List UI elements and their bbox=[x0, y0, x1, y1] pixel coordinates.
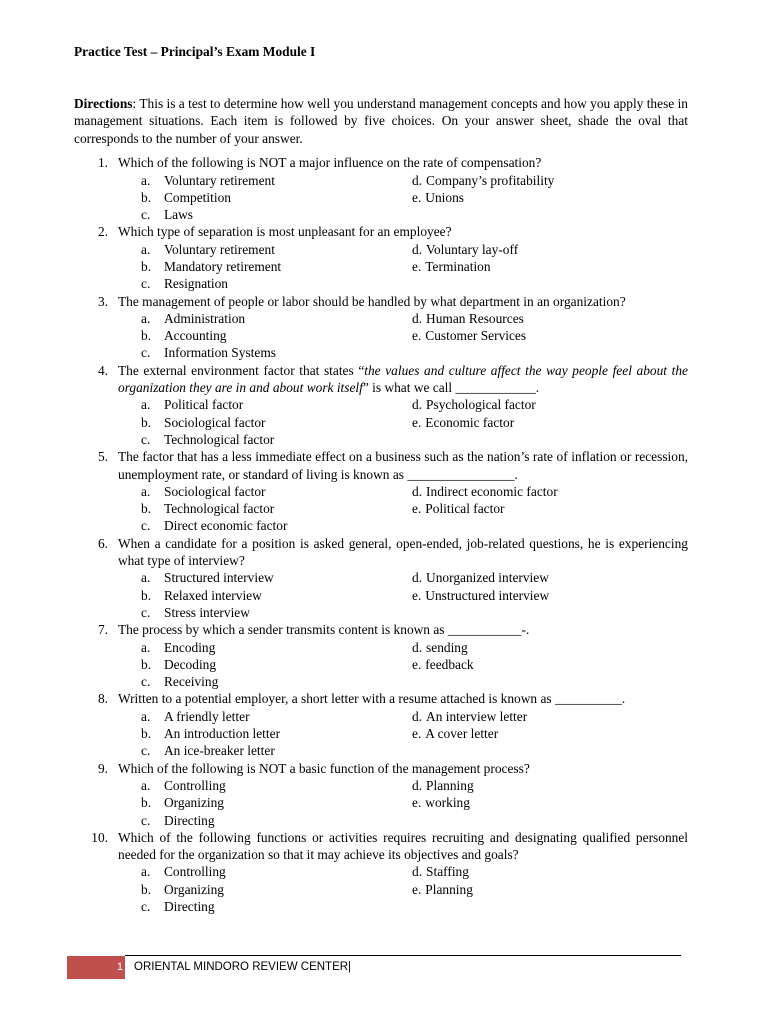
choice-letter: d. bbox=[412, 864, 423, 880]
choice-letter: e. bbox=[412, 189, 422, 205]
choice-letter: a. bbox=[141, 864, 151, 880]
choice-letter: e. bbox=[412, 881, 422, 897]
directions-label: Directions bbox=[74, 96, 133, 111]
choice-d: An interview letter bbox=[426, 708, 528, 724]
choice-a: Controlling bbox=[164, 777, 226, 793]
footer-page-number: 1 bbox=[116, 961, 123, 973]
choice-letter: e. bbox=[412, 414, 422, 430]
choice-e: working bbox=[425, 795, 470, 811]
choice-b: Organizing bbox=[164, 881, 224, 897]
choice-c: Technological factor bbox=[164, 431, 275, 447]
choice-letter: a. bbox=[141, 777, 151, 793]
choice-b: Relaxed interview bbox=[164, 587, 262, 603]
choice-d: Psychological factor bbox=[426, 397, 536, 413]
choice-a: Administration bbox=[164, 310, 246, 326]
choice-e: A cover letter bbox=[425, 726, 499, 742]
question-10 bbox=[74, 829, 688, 915]
choice-e: Planning bbox=[425, 881, 473, 897]
choice-letter: c. bbox=[141, 898, 151, 914]
choice-c: Directing bbox=[164, 898, 215, 914]
choice-letter: b. bbox=[141, 726, 152, 742]
choice-letter: b. bbox=[141, 795, 152, 811]
choice-letter: c. bbox=[141, 207, 151, 223]
choice-d: Human Resources bbox=[426, 310, 524, 326]
choice-letter: c. bbox=[141, 431, 151, 447]
choice-letter: a. bbox=[141, 172, 151, 188]
choice-letter: d. bbox=[412, 570, 423, 586]
question-text: The factor that has a less immediate effect on a business such as the nation’s rate of inflation or recession, unemployment rate, or standard of living is known as ________________. bbox=[118, 449, 688, 482]
choice-letter: d. bbox=[412, 397, 423, 413]
choices bbox=[141, 172, 688, 224]
choice-b: Mandatory retirement bbox=[164, 259, 282, 274]
question-text-post: ” is what we call ____________. bbox=[362, 380, 540, 396]
choice-letter: a. bbox=[141, 570, 151, 586]
choice-a: Structured interview bbox=[164, 570, 274, 586]
choice-letter: e. bbox=[412, 795, 422, 811]
choice-letter: a. bbox=[141, 708, 151, 724]
choice-d: Planning bbox=[426, 777, 474, 793]
choice-letter: d. bbox=[412, 639, 423, 655]
choice-d: Unorganized interview bbox=[426, 570, 549, 586]
choice-letter: c. bbox=[141, 743, 151, 759]
choice-letter: e. bbox=[412, 501, 422, 517]
choice-b: An introduction letter bbox=[164, 726, 281, 742]
question-number: 6. bbox=[97, 535, 108, 551]
choice-a: Voluntary retirement bbox=[164, 241, 275, 257]
question-2 bbox=[74, 223, 688, 292]
choice-c: Stress interview bbox=[164, 604, 250, 620]
choice-a: Sociological factor bbox=[164, 483, 266, 499]
choice-letter: d. bbox=[412, 310, 423, 326]
question-text: The process by which a sender transmits content is known as ___________-. bbox=[118, 622, 530, 638]
choice-c: Direct economic factor bbox=[164, 518, 288, 534]
question-number: 4. bbox=[97, 362, 108, 378]
question-5 bbox=[74, 448, 688, 534]
choice-letter: b. bbox=[141, 881, 152, 897]
question-4 bbox=[74, 362, 688, 448]
question-number: 1. bbox=[97, 155, 108, 171]
choice-b: Accounting bbox=[164, 328, 227, 344]
choice-letter: b. bbox=[141, 587, 152, 603]
choice-d: Staffing bbox=[426, 864, 469, 880]
choice-letter: b. bbox=[141, 656, 152, 672]
choice-letter: a. bbox=[141, 241, 151, 257]
choice-letter: e. bbox=[412, 656, 422, 672]
choice-letter: d. bbox=[412, 483, 423, 499]
choice-a: Controlling bbox=[164, 864, 226, 880]
choice-c: Receiving bbox=[164, 674, 219, 690]
question-number: 7. bbox=[97, 622, 108, 638]
choice-letter: d. bbox=[412, 777, 423, 793]
choice-letter: b. bbox=[141, 328, 152, 344]
choices bbox=[141, 708, 688, 760]
question-text: When a candidate for a position is asked general, open-ended, job-related questions, he is experiencing what type of interview? bbox=[118, 535, 688, 569]
choice-letter: c. bbox=[141, 276, 151, 292]
question-text: Which of the following functions or activities requires recruiting and designating qualified personnel needed for the organization so that it may achieve its objectives and goals? bbox=[118, 829, 688, 863]
choice-d: Indirect economic factor bbox=[426, 483, 558, 499]
question-text-pre: The external environment factor that states “ bbox=[118, 362, 365, 378]
question-3 bbox=[74, 293, 688, 362]
choice-e: Political factor bbox=[425, 501, 505, 517]
question-text: The management of people or labor should be handled by what department in an organization? bbox=[118, 293, 626, 309]
document-page bbox=[74, 44, 688, 915]
question-text: Which type of separation is most unpleasant for an employee? bbox=[118, 224, 452, 240]
choice-b: Sociological factor bbox=[164, 414, 266, 430]
choice-e: Termination bbox=[425, 259, 491, 274]
question-8 bbox=[74, 690, 688, 759]
choices bbox=[141, 777, 688, 829]
choice-e: Unstructured interview bbox=[425, 587, 550, 603]
choice-letter: c. bbox=[141, 674, 151, 690]
choice-letter: a. bbox=[141, 310, 151, 326]
question-number: 5. bbox=[97, 449, 108, 465]
question-number: 8. bbox=[97, 691, 108, 707]
choice-letter: b. bbox=[141, 189, 152, 205]
choice-b: Organizing bbox=[164, 795, 224, 811]
choice-d: Company’s profitability bbox=[426, 172, 555, 188]
choices bbox=[141, 310, 688, 362]
choice-c: Laws bbox=[164, 207, 194, 223]
choice-e: feedback bbox=[425, 656, 474, 672]
question-number: 10. bbox=[91, 829, 108, 845]
choice-b: Decoding bbox=[164, 656, 217, 672]
choice-a: Encoding bbox=[164, 639, 216, 655]
choice-letter: a. bbox=[141, 397, 151, 413]
choice-letter: c. bbox=[141, 345, 151, 361]
question-number: 2. bbox=[97, 224, 108, 240]
choice-e: Customer Services bbox=[425, 328, 527, 344]
choice-letter: e. bbox=[412, 587, 422, 603]
question-7 bbox=[74, 621, 688, 690]
question-text: Which of the following is NOT a major influence on the rate of compensation? bbox=[118, 155, 542, 171]
choices bbox=[141, 396, 688, 448]
choices bbox=[141, 639, 688, 691]
choice-letter: e. bbox=[412, 328, 422, 344]
document-title: Practice Test – Principal’s Exam Module I bbox=[74, 44, 316, 59]
footer-text: ORIENTAL MINDORO REVIEW CENTER| bbox=[134, 961, 352, 973]
choices bbox=[141, 569, 688, 621]
choice-c: An ice-breaker letter bbox=[164, 743, 275, 759]
choices bbox=[141, 483, 688, 535]
question-text: Which of the following is NOT a basic function of the management process? bbox=[118, 760, 530, 776]
question-text-quote: the values and culture affect the way people feel about the organization they are in and about work itself bbox=[118, 362, 688, 396]
choice-letter: c. bbox=[141, 812, 151, 828]
choice-e: Unions bbox=[425, 189, 464, 205]
choice-c: Information Systems bbox=[164, 345, 276, 361]
question-list bbox=[74, 154, 688, 915]
choice-letter: c. bbox=[141, 604, 151, 620]
question-number: 3. bbox=[97, 293, 108, 309]
choice-d: sending bbox=[426, 639, 468, 655]
question-1 bbox=[74, 154, 688, 223]
choice-c: Resignation bbox=[164, 276, 228, 292]
choice-letter: b. bbox=[141, 501, 152, 517]
choice-letter: a. bbox=[141, 639, 151, 655]
choice-a: A friendly letter bbox=[164, 708, 250, 724]
choice-letter: a. bbox=[141, 483, 151, 499]
choice-a: Political factor bbox=[164, 397, 244, 413]
choice-letter: d. bbox=[412, 708, 423, 724]
question-9 bbox=[74, 760, 688, 829]
choice-b: Competition bbox=[164, 189, 231, 205]
question-number: 9. bbox=[97, 760, 108, 776]
choices bbox=[141, 863, 688, 915]
choice-letter: d. bbox=[412, 172, 423, 188]
choice-letter: c. bbox=[141, 518, 151, 534]
choice-letter: d. bbox=[412, 241, 423, 257]
directions bbox=[74, 95, 688, 147]
choice-d: Voluntary lay-off bbox=[426, 241, 519, 257]
directions-text: : This is a test to determine how well you understand management concepts and how you apply these in management situations. Each item is followed by five choices. On your answer sheet, shade the oval that corresponds to the number of your answer. bbox=[74, 96, 688, 146]
choices bbox=[141, 241, 688, 293]
choice-letter: b. bbox=[141, 259, 152, 274]
question-6 bbox=[74, 535, 688, 621]
choice-c: Directing bbox=[164, 812, 215, 828]
choice-letter: e. bbox=[412, 259, 422, 274]
question-text: Written to a potential employer, a short letter with a resume attached is known as __________. bbox=[118, 691, 626, 707]
choice-a: Voluntary retirement bbox=[164, 172, 275, 188]
choice-letter: b. bbox=[141, 414, 152, 430]
question-text bbox=[118, 362, 688, 397]
choice-b: Technological factor bbox=[164, 501, 275, 517]
choice-e: Economic factor bbox=[425, 414, 515, 430]
choice-letter: e. bbox=[412, 726, 422, 742]
